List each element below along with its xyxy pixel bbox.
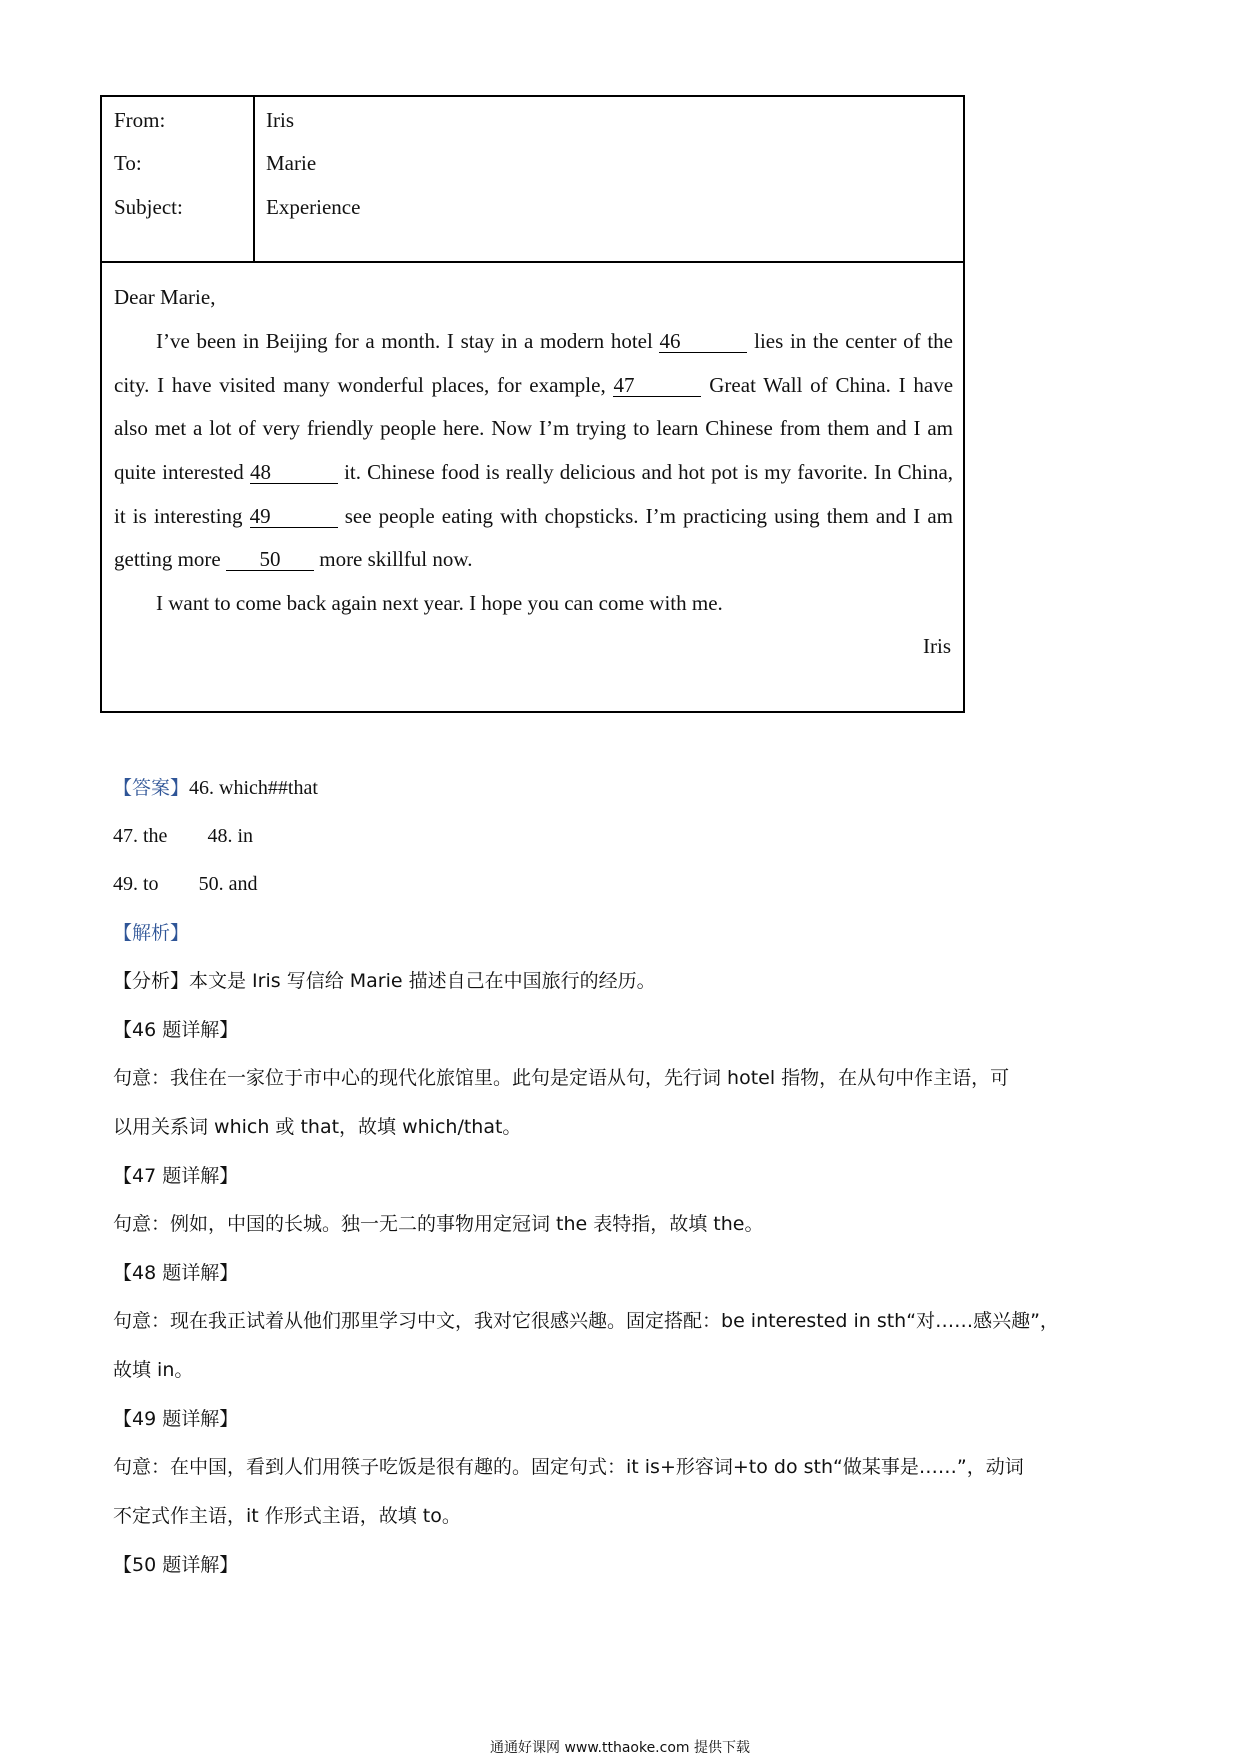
letter-line-2: city. I have visited many wonderful places, for example, 47 Great Wall of China. I have: [114, 373, 954, 397]
answer-48: 48. in: [207, 825, 253, 847]
from-label: From:: [114, 108, 166, 132]
subject-label: Subject:: [114, 195, 183, 219]
answer-line-1: [113, 775, 318, 801]
letter-line-6: getting more 50 more skillful now.: [114, 547, 473, 571]
blank-46: 46: [659, 330, 747, 353]
greeting: Dear Marie,: [114, 285, 216, 309]
blank-49: 49: [250, 505, 338, 528]
letter-line-5: it is interesting 49 see people eating with chopsticks. I’m practicing using them and I am: [114, 504, 953, 528]
answer-label: 【答案】: [113, 777, 190, 799]
q50-title: 【50 题详解】: [113, 1554, 239, 1576]
closing-line: I want to come back again next year. I hope you can come with me.: [156, 591, 723, 615]
q46-line-2: 以用关系词 which 或 that，故填 which/that。: [113, 1116, 522, 1138]
subject-value: Experience: [266, 195, 361, 219]
signature: Iris: [923, 634, 951, 658]
blank-50: 50: [226, 548, 314, 571]
answer-50: 50. and: [198, 873, 258, 895]
answer-46: 46. which##that: [189, 777, 318, 799]
to-value: Marie: [266, 151, 317, 175]
q49-line-1: 句意：在中国，看到人们用筷子吃饭是很有趣的。固定句式：it is+形容词+to do sth“做某事是……”，动词: [113, 1456, 1024, 1478]
q49-line-2: 不定式作主语，it 作形式主语，故填 to。: [113, 1505, 461, 1527]
letter-line-4: quite interested 48 it. Chinese food is really delicious and hot pot is my favorite. In China,: [114, 460, 954, 484]
answer-line-3: [113, 871, 257, 897]
letter-line-1: I’ve been in Beijing for a month. I stay in a modern hotel 46 lies in the center of the: [156, 329, 953, 353]
letter-line-3: also met a lot of very friendly people here. Now I’m trying to learn Chinese from them and I am: [114, 416, 953, 440]
email-header: [102, 97, 963, 263]
summary-text: 本文是 Iris 写信给 Marie 描述自己在中国旅行的经历。: [189, 970, 656, 992]
answer-49: 49. to: [113, 873, 159, 895]
q46-title: 【46 题详解】: [113, 1019, 239, 1041]
q48-line-2: 故填 in。: [113, 1359, 194, 1381]
summary-label: 【分析】: [113, 970, 190, 992]
q47-title: 【47 题详解】: [113, 1165, 239, 1187]
q46-line-1: 句意：我住在一家位于市中心的现代化旅馆里。此句是定语从句，先行词 hotel 指物，在从句中作主语，可: [113, 1067, 1010, 1089]
q49-title: 【49 题详解】: [113, 1408, 239, 1430]
answer-line-2: [113, 823, 253, 849]
q48-title: 【48 题详解】: [113, 1262, 239, 1284]
to-label: To:: [114, 151, 142, 175]
from-value: Iris: [266, 108, 294, 132]
q47-line-1: 句意：例如，中国的长城。独一无二的事物用定冠词 the 表特指，故填 the。: [113, 1213, 764, 1235]
page-footer: 通通好课网 www.tthaoke.com 提供下载: [490, 1740, 750, 1756]
summary-line: [113, 968, 656, 994]
email-box: [100, 95, 965, 713]
answer-47: 47. the: [113, 825, 168, 847]
blank-47: 47: [613, 374, 701, 397]
blank-48: 48: [250, 461, 338, 484]
q48-line-1: 句意：现在我正试着从他们那里学习中文，我对它很感兴趣。固定搭配：be interested in sth“对……感兴趣”，: [113, 1310, 1059, 1332]
header-divider: [253, 97, 255, 261]
analysis-label: 【解析】: [113, 922, 190, 944]
